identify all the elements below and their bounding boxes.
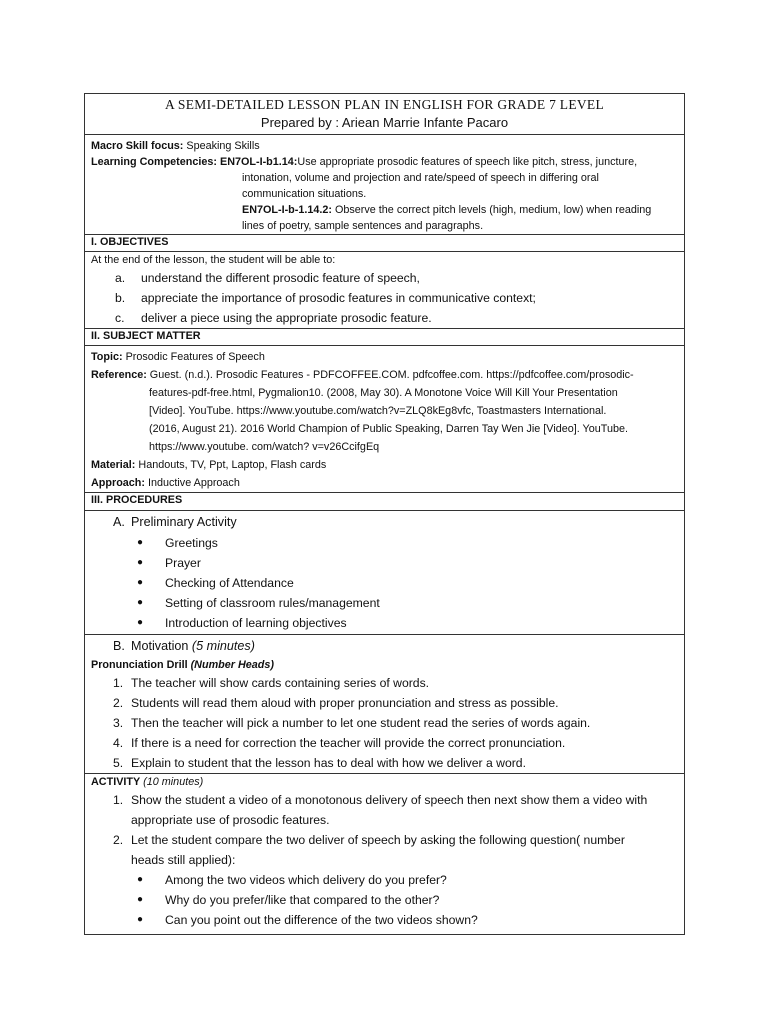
competency-code-1: EN7OL-I-b1.14:	[217, 156, 298, 168]
approach-value: Inductive Approach	[145, 477, 240, 489]
list-item	[91, 553, 678, 573]
objective-marker: c.	[115, 311, 125, 325]
drill-label: Pronunciation Drill	[91, 659, 188, 671]
reference-text: Guest. (n.d.). Prosodic Features - PDFCOFFEE.COM. pdfcoffee.com. https://pdfcoffee.com/prosodic-	[146, 369, 634, 381]
section-b-heading	[91, 636, 678, 657]
objective-item	[91, 268, 678, 288]
objective-text: deliver a piece using the appropriate prosodic feature.	[141, 311, 432, 325]
drill-item	[91, 673, 678, 693]
reference-text: https://www.youtube. com/watch? v=v26CcifgEq	[149, 441, 380, 453]
question-text: Among the two videos which delivery do you prefer?	[165, 873, 447, 887]
activity-text: heads still applied):	[131, 853, 236, 867]
drill-item	[91, 753, 678, 773]
list-item-text: Greetings	[165, 536, 218, 550]
title-row	[85, 94, 685, 135]
section-a-title: Preliminary Activity	[131, 515, 237, 529]
macro-skill-label: Macro Skill focus:	[91, 140, 184, 152]
objective-item	[91, 308, 678, 328]
drill-text: Students will read them aloud with proper pronunciation and stress as possible.	[131, 696, 559, 710]
activity-marker: 2.	[113, 833, 124, 847]
activity-label: ACTIVITY	[91, 776, 141, 788]
drill-marker: 4.	[113, 736, 124, 750]
bullet-icon: ●	[137, 874, 144, 885]
reference-line-1	[91, 366, 678, 384]
approach-label: Approach:	[91, 477, 145, 489]
subject-matter-cell	[85, 346, 685, 493]
bullet-icon: ●	[137, 557, 144, 568]
material-label: Material:	[91, 459, 136, 471]
motivation-cell	[85, 635, 685, 774]
document-title: A SEMI-DETAILED LESSON PLAN IN ENGLISH FOR GRADE 7 LEVEL	[164, 97, 605, 112]
activity-text: Let the student compare the two deliver of speech by asking the following question( number	[131, 833, 625, 847]
activity-text: appropriate use of prosodic features.	[131, 813, 330, 827]
macro-skill-line	[91, 138, 678, 154]
drill-marker: 3.	[113, 716, 124, 730]
objectives-intro: At the end of the lesson, the student will be able to:	[91, 254, 336, 266]
section-b-note: (5 minutes)	[188, 639, 255, 653]
activity-item	[91, 790, 678, 810]
subject-matter-header-cell	[85, 329, 685, 346]
section-a-marker: A.	[113, 515, 125, 529]
procedures-header-cell	[85, 493, 685, 511]
question-item	[91, 890, 678, 910]
reference-text: features-pdf-free.html, Pygmalion10. (2008, May 30). A Monotone Voice Will Kill Your Presentation	[149, 387, 618, 399]
drill-heading	[91, 657, 678, 673]
list-item-text: Introduction of learning objectives	[165, 616, 347, 630]
subject-matter-header: II. SUBJECT MATTER	[91, 330, 201, 342]
drill-item	[91, 693, 678, 713]
competencies-cell	[85, 135, 685, 235]
section-b-marker: B.	[113, 639, 125, 653]
activity-text: Show the student a video of a monotonous delivery of speech then next show them a video with	[131, 793, 648, 807]
drill-note: (Number Heads)	[190, 659, 274, 671]
activity-item	[91, 830, 678, 850]
bullet-icon: ●	[137, 597, 144, 608]
drill-text: Explain to student that the lesson has to deal with how we deliver a word.	[131, 756, 526, 770]
lesson-plan-table	[84, 93, 685, 935]
objectives-cell	[85, 252, 685, 329]
question-item	[91, 910, 678, 930]
macro-skill-value: Speaking Skills	[183, 140, 260, 152]
question-text: Why do you prefer/like that compared to the other?	[165, 893, 440, 907]
list-item	[91, 573, 678, 593]
competency-text-1c: communication situations.	[242, 188, 367, 200]
objective-marker: a.	[115, 271, 126, 285]
list-item	[91, 613, 678, 633]
activity-cell	[85, 774, 685, 935]
competencies-row	[85, 135, 685, 235]
competency-code-2: EN7OL-I-b-1.14.2:	[242, 204, 332, 216]
drill-item	[91, 713, 678, 733]
objective-text: appreciate the importance of prosodic features in communicative context;	[141, 291, 536, 305]
drill-text: The teacher will show cards containing series of words.	[131, 676, 430, 690]
topic-value: Prosodic Features of Speech	[122, 351, 265, 363]
bullet-icon: ●	[137, 617, 144, 628]
bullet-icon: ●	[137, 894, 144, 905]
reference-text: [Video]. YouTube. https://www.youtube.com/watch?v=ZLQ8kEg8vfc, Toastmasters International.	[149, 405, 607, 417]
drill-marker: 1.	[113, 676, 124, 690]
section-a-heading	[91, 512, 678, 533]
preliminary-activity-cell	[85, 511, 685, 635]
competency-text-2b: lines of poetry, sample sentences and paragraphs.	[242, 220, 484, 232]
question-item	[91, 870, 678, 890]
competency-text-1b: intonation, volume and projection and rate/speed of speech in differing oral	[242, 172, 599, 184]
activity-heading	[91, 775, 678, 790]
list-item	[91, 593, 678, 613]
drill-item	[91, 733, 678, 753]
topic-line	[91, 348, 678, 366]
reference-text: (2016, August 21). 2016 World Champion of Public Speaking, Darren Tay Wen Jie [Video]. YouTube.	[149, 423, 628, 435]
competency-label: Learning Competencies:	[91, 156, 217, 168]
competency-text-1a: Use appropriate prosodic features of speech like pitch, stress, juncture,	[297, 156, 638, 168]
drill-text: Then the teacher will pick a number to let one student read the series of words again.	[131, 716, 591, 730]
list-item-text: Setting of classroom rules/management	[165, 596, 380, 610]
bullet-icon: ●	[137, 537, 144, 548]
section-b-title: Motivation	[131, 639, 189, 653]
bullet-icon: ●	[137, 577, 144, 588]
objective-item	[91, 288, 678, 308]
drill-marker: 2.	[113, 696, 124, 710]
list-item-text: Prayer	[165, 556, 201, 570]
reference-label: Reference:	[91, 369, 147, 381]
procedures-header: III. PROCEDURES	[91, 494, 183, 506]
title-cell	[85, 94, 685, 135]
objective-marker: b.	[115, 291, 126, 305]
objectives-header: I. OBJECTIVES	[91, 236, 169, 248]
list-item-text: Checking of Attendance	[165, 576, 294, 590]
objectives-header-cell	[85, 235, 685, 252]
material-line	[91, 456, 678, 474]
drill-marker: 5.	[113, 756, 124, 770]
drill-text: If there is a need for correction the teacher will provide the correct pronunciation.	[131, 736, 566, 750]
material-value: Handouts, TV, Ppt, Laptop, Flash cards	[135, 459, 327, 471]
competency-line-1	[91, 154, 678, 170]
question-text: Can you point out the difference of the two videos shown?	[165, 913, 478, 927]
topic-label: Topic:	[91, 351, 123, 363]
objective-text: understand the different prosodic feature of speech,	[141, 271, 420, 285]
lesson-plan-document	[84, 93, 685, 935]
list-item	[91, 533, 678, 553]
competency-line-2	[91, 202, 678, 218]
activity-marker: 1.	[113, 793, 124, 807]
bullet-icon: ●	[137, 914, 144, 925]
prepared-by: Prepared by : Ariean Marrie Infante Pacaro	[260, 115, 509, 130]
approach-line	[91, 474, 678, 492]
activity-note: (10 minutes)	[140, 776, 204, 788]
competency-text-2a: Observe the correct pitch levels (high, medium, low) when reading	[332, 204, 652, 216]
